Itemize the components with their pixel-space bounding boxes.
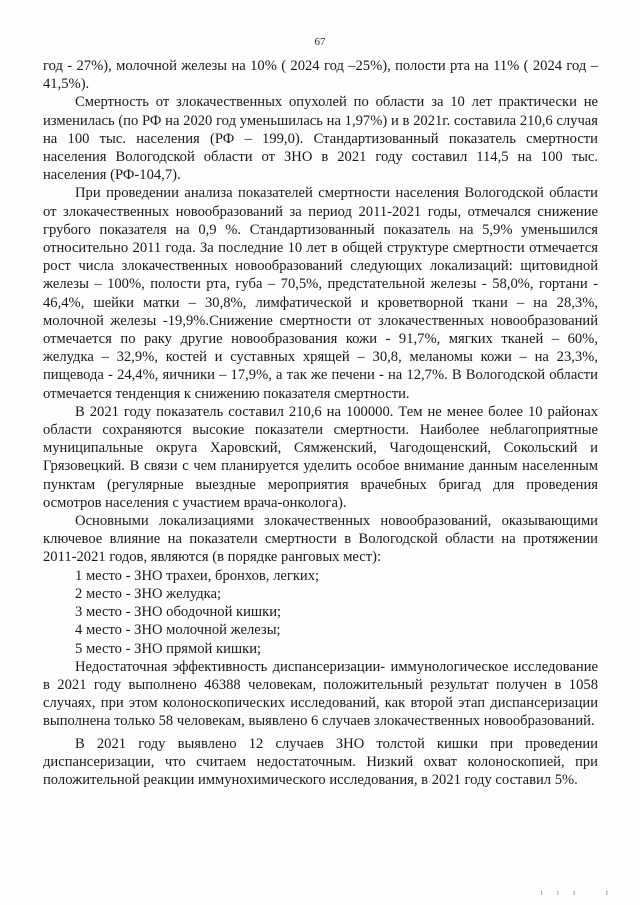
document-body bbox=[43, 57, 598, 789]
ranking-item-1: 1 место - ЗНО трахеи, бронхов, легких; bbox=[75, 567, 320, 584]
paragraph-key-localizations: Основными локализациями злокачественных новообразований, оказывающими ключевое влияние на показатели смертности в Вологодской области на протяжении 2011-2021 годов, являются (в порядке ранговых мест): bbox=[43, 513, 598, 566]
paragraph-screening-efficiency: Недостаточная эффективность диспансеризации- иммунологическое исследование в 2021 году выполнено 46388 человекам, положительный результат получен в 1058 случаях, при этом колоноскопических исследований, как второй этап диспансеризации выполнена только 58 человекам, выявлено 6 случаев злокачественных новообразований. bbox=[43, 658, 598, 730]
paragraph-mortality-analysis: При проведении анализа показателей смертности населения Вологодской области от злокачественных новообразований за период 2011-2021 годы, отмечался снижение грубого показателя на 0,9 %. Стандартизованный показатель на 5,9% уменьшился относительно 2011 года. За последние 10 лет в общей структуре смертности отмечается рост числа злокачественных новообразований следующих локализаций: щитовидной железы – 100%, полости рта, губа – 70,5%, предстательной железы - 58,0%, гортани - 46,4%, шейки матки – 30,8%, лимфатической и кроветворной ткани – на 28,3%, молочной железы -19,9%.Снижение смертности от злокачественных новообразований отмечается по раку другие новообразования кожи - 91,7%, мягких тканей – 60%, желудка – 32,9%, костей и суставных хрящей – 30,8, меланомы кожи – на 23,3%, пищевода - 24,4%, яичники – 17,9%, а так же печени - на 12,7%. В Вологодской области отмечается тенденция к снижению показателя смертности. bbox=[43, 185, 598, 402]
ranking-item-2: 2 место - ЗНО желудка; bbox=[75, 585, 222, 602]
paragraph-districts: В 2021 году показатель составил 210,6 на 100000. Тем не менее более 10 районах области сохраняются высокие показатели смертности. Наиболее неблагоприятные муниципальные округа Харовский, Сямженский, Чагодощенский, Сокольский и Грязовецкий. В связи с чем планируется уделить особое внимание данным населенным пунктам (регулярные выездные мероприятия врачебных бригад для проведения осмотров населения с участием врача-онколога). bbox=[43, 403, 598, 511]
scan-corner-marks: ııı ı bbox=[540, 888, 622, 897]
paragraph-continuation: год - 27%), молочной железы на 10% ( 2024 год –25%), полости рта на 11% ( 2024 год –41,5%). bbox=[43, 58, 598, 93]
page-number: 67 bbox=[314, 36, 326, 48]
ranking-item-4: 4 место - ЗНО молочной железы; bbox=[75, 622, 281, 639]
ranking-item-5: 5 место - ЗНО прямой кишки; bbox=[75, 640, 262, 657]
ranking-item-3: 3 место - ЗНО ободочной кишки; bbox=[75, 604, 282, 621]
paragraph-colon-cancer-detection: В 2021 году выявлено 12 случаев ЗНО толстой кишки при проведении диспансеризации, что считаем недостаточным. Низкий охват колоноскопией, при положительной реакции иммунохимического исследования, в 2021 году составил 5%. bbox=[43, 735, 598, 788]
paragraph-mortality-summary: Смертность от злокачественных опухолей по области за 10 лет практически не изменилась (по РФ на 2020 год уменьшилась на 1,97%) и в 2021г. составила 210,6 случая на 100 тыс. населения (РФ – 199,0). Стандартизованный показатель смертности населения Вологодской области от ЗНО в 2021 году составил 114,5 на 100 тыс. населения (РФ-104,7). bbox=[43, 94, 598, 184]
